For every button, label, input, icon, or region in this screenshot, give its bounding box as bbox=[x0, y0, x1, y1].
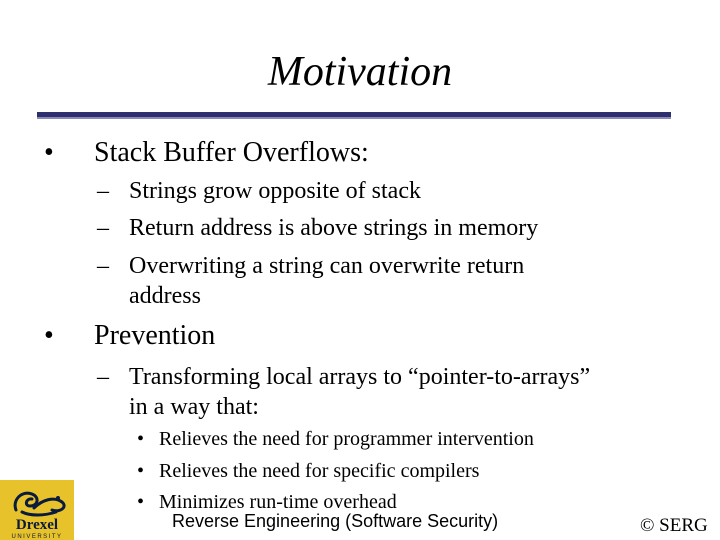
footer-course-title: Reverse Engineering (Software Security) bbox=[172, 511, 499, 531]
dash-marker: – bbox=[97, 215, 109, 241]
dash-marker: – bbox=[97, 364, 109, 390]
dash-marker: – bbox=[97, 253, 109, 279]
sub-bullet-text: Return address is above strings in memory bbox=[129, 215, 539, 241]
dash-marker: – bbox=[97, 178, 109, 204]
bullet-marker: • bbox=[44, 137, 54, 168]
slide-title: Motivation bbox=[267, 49, 453, 95]
sub-bullet-text-line1: Overwriting a string can overwrite return bbox=[129, 253, 525, 279]
sub-sub-bullet-text: Minimizes run-time overhead bbox=[159, 491, 397, 513]
footer-copyright: © SERG bbox=[640, 515, 708, 536]
logo-subtitle: UNIVERSITY bbox=[11, 534, 63, 540]
bullet-marker: • bbox=[137, 428, 145, 450]
title-divider bbox=[37, 112, 671, 119]
drexel-logo bbox=[0, 480, 74, 540]
logo-wordmark: Drexel bbox=[15, 517, 59, 533]
sub-sub-bullet-text: Relieves the need for specific compilers bbox=[159, 460, 480, 482]
sub-bullet-text-line2: in a way that: bbox=[129, 394, 259, 420]
bullet-label: Stack Buffer Overflows: bbox=[94, 137, 369, 168]
sub-bullet-text-line2: address bbox=[129, 283, 201, 309]
sub-sub-bullet-text: Relieves the need for programmer intervention bbox=[159, 428, 534, 450]
bullet-marker: • bbox=[137, 460, 145, 482]
bullet-marker: • bbox=[137, 491, 145, 513]
sub-bullet-text-line1: Transforming local arrays to “pointer-to-arrays” bbox=[129, 364, 591, 390]
sub-bullet-text: Strings grow opposite of stack bbox=[129, 178, 421, 204]
bullet-marker: • bbox=[44, 320, 54, 351]
bullet-label: Prevention bbox=[94, 320, 216, 351]
